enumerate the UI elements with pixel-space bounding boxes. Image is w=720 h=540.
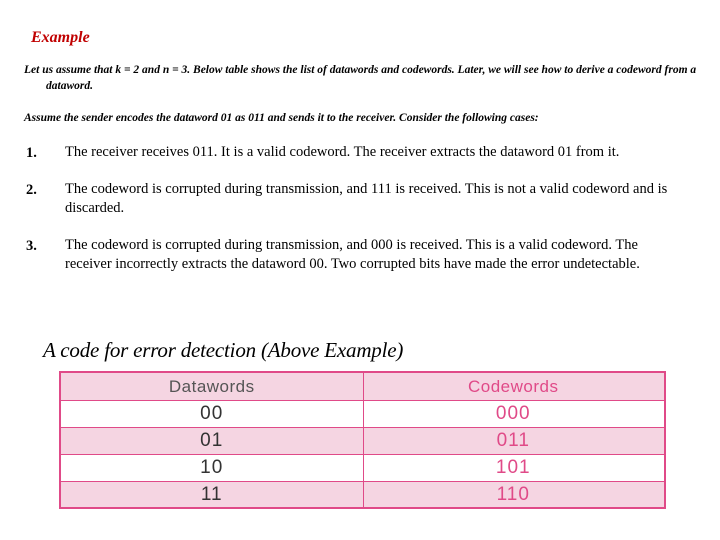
datawords-header: Datawords	[168, 377, 255, 396]
case-number: 1.	[26, 145, 37, 161]
case-number: 3.	[26, 238, 37, 254]
case-text: The codeword is corrupted during transmission, and 000 is received. This is a valid codeword. The receiver incorrectly extracts the dataword 00. Two corrupted bits have made the error undetectable.	[65, 237, 640, 272]
case-text: The codeword is corrupted during transmission, and 111 is received. This is not a valid codeword and is discarded.	[65, 181, 668, 216]
case-item	[26, 143, 676, 162]
codeword-cell: 011	[496, 430, 530, 451]
codeword-cell: 110	[496, 484, 530, 505]
table-column-divider	[363, 373, 364, 507]
case-number: 2.	[26, 182, 37, 198]
dataword-cell: 01	[200, 430, 224, 451]
intro-paragraph: Let us assume that k = 2 and n = 3. Below table shows the list of datawords and codewords. Later, we will see how to derive a codeword from a dataword.	[24, 64, 697, 92]
codeword-cell: 000	[495, 403, 531, 424]
dataword-cell: 11	[200, 484, 223, 505]
assumption-paragraph: Assume the sender encodes the dataword 01 as 011 and sends it to the receiver. Consider the following cases:	[24, 112, 539, 124]
codeword-table	[59, 371, 666, 509]
codewords-header: Codewords	[468, 377, 559, 396]
dataword-cell: 00	[200, 403, 224, 424]
case-item	[26, 236, 676, 274]
codeword-cell: 101	[495, 457, 531, 478]
table-caption: A code for error detection (Above Example)	[43, 338, 404, 362]
dataword-cell: 10	[200, 457, 224, 478]
case-text: The receiver receives 011. It is a valid codeword. The receiver extracts the dataword 01 from it.	[65, 144, 620, 160]
example-title: Example	[31, 29, 90, 46]
case-item	[26, 180, 676, 218]
